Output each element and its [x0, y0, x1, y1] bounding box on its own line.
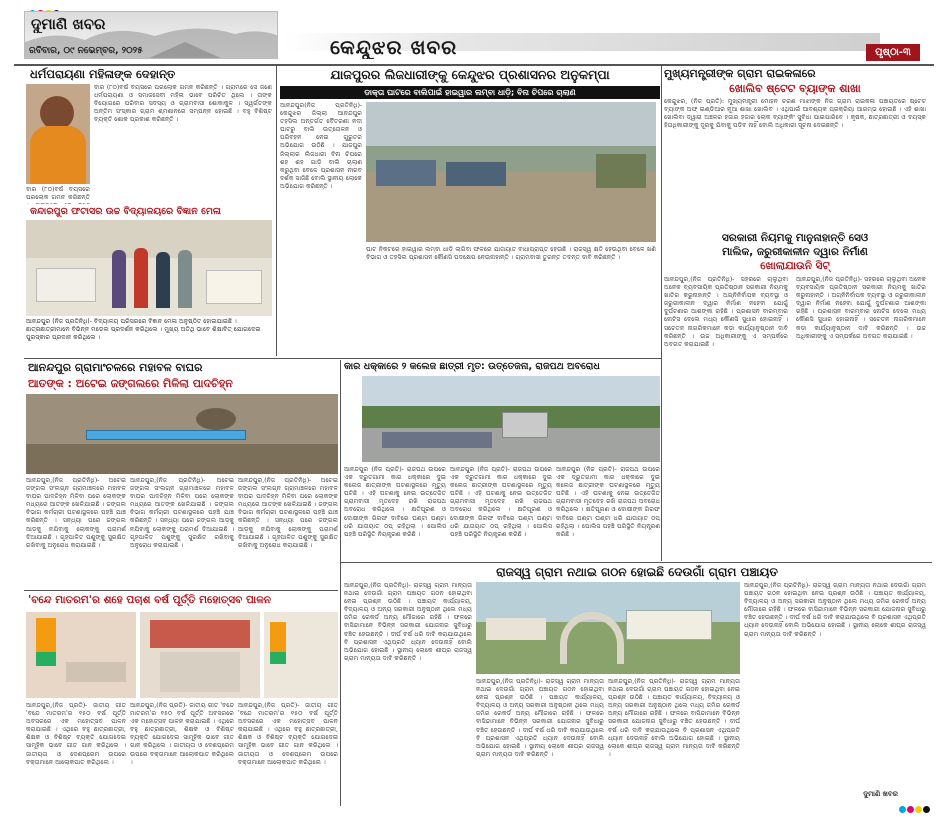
govt-jobs-headline-2: ମାଲିକ, ଜରୁରୀକାଳୀନ ଦ୍ୱାର ନିର୍ମାଣ: [722, 246, 868, 258]
tiger-body-col3: ଆନନ୍ଦପୁର,(ନିଜ ପ୍ରତିନିଧି)- ଅଟେଇ ଜଙ୍ଗଲ ସଂଲଗ୍ନ ଗ୍ରାମାଞ୍ଚଳରେ ମହାବଳ ବାଘର ପାଦଚିହ୍ନ ମିଳିବା ପରେ ଲୋକଙ୍କ ମଧ୍ୟରେ ଆତଙ୍କ ଖେଳିଯାଇଛି । ଜଙ୍ଗଲ ବିଭାଗ କର୍ମଚାରୀ ଘଟଣାସ୍ଥଳରେ ପହଞ୍ଚି ଯାଞ୍ଚ କରିଛନ୍ତି । ସନ୍ଧ୍ୟା ପରେ ଜଙ୍ଗଲ ଆଡ଼କୁ ନଯିବାକୁ ଲୋକଙ୍କୁ ପରାମର୍ଶ ଦିଆଯାଇଛି । ଗୃହପାଳିତ ପଶୁଙ୍କୁ ସୁରକ୍ଷିତ ରଖିବାକୁ ଅନୁରୋଧ କରାଯାଇଛି ।: [238, 477, 338, 549]
science-fair-caption: ଆନନ୍ଦପୁର (ନିଜ ପ୍ରତିନିଧି)- ବିଦ୍ୟାଳୟ ପରିସରରେ ବିଜ୍ଞାନ ମେଳା ଅନୁଷ୍ଠିତ ହୋଇଯାଇଛି । ଛାତ୍ରଛାତ୍ରୀମାନେ ବିଭିନ୍ନ ମଡେଲ ପ୍ରଦର୍ଶନ କରିଥିଲେ । ମୁଖ୍ୟ ଅତିଥି ଭାବେ ଶିକ୍ଷାବିତ୍ ଯୋଗଦେଇ ପୁରସ୍କାର ପ୍ରଦାନ କରିଥିଲେ ।: [26, 318, 261, 341]
accident-headline: କାର ଧକ୍କାରେ ୨ କଲେଜ ଛାତ୍ରୀ ମୃତ: ଉତ୍ତେଜନା, ରାଜପଥ ଅବରୋଧ: [344, 361, 600, 372]
footer-label: ଦୁମାଣି ଖବର: [863, 790, 898, 798]
cm-bank-headline-1: ମୁଖ୍ୟମନ୍ତ୍ରୀଙ୍କ ଗ୍ରାମ ରାଇକଳାରେ: [664, 67, 816, 80]
tiger-body-col1: ଆନନ୍ଦପୁର,(ନିଜ ପ୍ରତିନିଧି)- ଅଟେଇ ଜଙ୍ଗଲ ସଂଲଗ୍ନ ଗ୍ରାମାଞ୍ଚଳରେ ମହାବଳ ବାଘର ପାଦଚିହ୍ନ ମିଳିବା ପରେ ଲୋକଙ୍କ ମଧ୍ୟରେ ଆତଙ୍କ ଖେଳିଯାଇଛି । ଜଙ୍ଗଲ ବିଭାଗ କର୍ମଚାରୀ ଘଟଣାସ୍ଥଳରେ ପହଞ୍ଚି ଯାଞ୍ଚ କରିଛନ୍ତି । ସନ୍ଧ୍ୟା ପରେ ଜଙ୍ଗଲ ଆଡ଼କୁ ନଯିବାକୁ ଲୋକଙ୍କୁ ପରାମର୍ଶ ଦିଆଯାଇଛି । ଗୃହପାଳିତ ପଶୁଙ୍କୁ ସୁରକ୍ଷିତ ରଖିବାକୁ ଅନୁରୋଧ କରାଯାଇଛି ।: [26, 477, 126, 549]
date-line: ରବିବାର, ୦୯ ନଭେମ୍ବର, ୨୦୨୫: [29, 46, 143, 56]
accident-body-col2: ଆନନ୍ଦପୁର (ନିଜ ପ୍ରତି)- ରାଜପଥ ଉପରେ ଏକ ଦ୍ରୁତଗାମୀ କାର ଧକ୍କାରେ ଦୁଇ କଲେଜ ଛାତ୍ରୀଙ୍କ ଘଟଣାସ୍ଥଳରେ ମୃତ୍ୟୁ ଘଟିଛି । ଏହି ଘଟଣାକୁ ନେଇ ଉତ୍ତେଜିତ ଗ୍ରାମବାସୀ ମୃତଦେହ ରଖି ରାଜପଥ ଅବରୋଧ କରିଥିଲେ । କ୍ଷତିପୂରଣ ଓ ଦୋଷୀଙ୍କ ଗିରଫ ଦାବିରେ ଘଣ୍ଟା ଘଣ୍ଟା ଧରି ଯାତାୟାତ ଠପ୍ ରହିଥିଲା । ପୋଲିସ ପହଞ୍ଚି ପରିସ୍ଥିତି ନିୟନ୍ତ୍ରଣ କରିଛି ।: [450, 466, 552, 538]
panchayat-body-col4: ଆନନ୍ଦପୁର,(ନିଜ ପ୍ରତିନିଧି)- ରାଜସ୍ୱ ଗ୍ରାମ ମାନ୍ୟତା ନଥାଇ ଦେଉଗାଁ ଗ୍ରାମ ପଞ୍ଚାୟତ ଗଠନ ହୋଇଥିବା ନେଇ ପ୍ରଶ୍ନ ଉଠିଛି । ପଞ୍ଚାୟତ କାର୍ଯ୍ୟାଳୟ, ବିଦ୍ୟାଳୟ ଓ ଅନ୍ୟ ସରକାରୀ ଅନୁଷ୍ଠାନ ଥିଲେ ମଧ୍ୟ ଜମିର ରେକର୍ଡ ଅନ୍ୟ ମୌଜାରେ ରହିଛି । ଫଳରେ ବାସିନ୍ଦାମାନେ ବିଭିନ୍ନ ସରକାରୀ ଯୋଜନାର ସୁବିଧାରୁ ବଞ୍ଚିତ ହେଉଛନ୍ତି । ଦୀର୍ଘ ବର୍ଷ ଧରି ଦାବି କରାଯାଉଥିଲେ ବି ପ୍ରଶାସନ ଏଥିପ୍ରତି ଧ୍ୟାନ ଦେଉନାହିଁ ବୋଲି ଅଭିଯୋଗ ହୋଇଛି । ସ୍ଥାନୀୟ ଲୋକେ ଶୀଘ୍ର ରାଜସ୍ୱ ଗ୍ରାମ ମାନ୍ୟତା ଦାବି କରିଛନ୍ତି ।: [744, 582, 926, 638]
woman-death-headline: ଧର୍ମପରାୟଣା ମହିଳାଙ୍କ ଦେହାନ୍ତ: [30, 67, 176, 81]
column-divider-right: [661, 66, 662, 561]
vande-event-photo-3: [264, 612, 338, 698]
panchayat-divider: [340, 562, 932, 563]
panchayat-headline: ରାଜସ୍ୱ ଗ୍ରାମ ନଥାଇ ଗଠନ ହୋଇଛି ଦେଉଗାଁ ଗ୍ରାମ ପଞ୍ଚାୟତ: [496, 565, 778, 579]
tiger-headline-2: ଆତଙ୍କ : ଅଟେଇ ଜଙ୍ଗଲରେ ମିଳିଲା ପାଦଚିହ୍ନ: [28, 377, 233, 390]
pugmark-photo: [26, 394, 338, 474]
govt-jobs-headline-1: ସରକାରୀ ନିୟମକୁ ମାନୁନାହାନ୍ତି ସେଓ: [721, 232, 869, 244]
sand-ghat-photo: [366, 102, 656, 242]
vande-body-col2: ଆନନ୍ଦପୁର,(ନିଜ ପ୍ରତି)- ଜାତୀୟ ଗୀତ 'ବନ୍ଦେ ମାତରମ'ର ୧୫୦ ବର୍ଷ ପୂର୍ତ୍ତି ଅବସରରେ ଏକ ମହୋତ୍ସବ ପାଳନ କରାଯାଇଛି । ଏଥିରେ ବହୁ ଛାତ୍ରଛାତ୍ରୀ, ଶିକ୍ଷକ ଓ ବିଶିଷ୍ଟ ବ୍ୟକ୍ତି ଯୋଗଦେଇ ସାମୂହିକ ଭାବେ ଗୀତ ଗାନ କରିଥିଲେ । ଜାତୀୟତା ଓ ଦେଶପ୍ରେମ ଉପରେ ବକ୍ତାମାନେ ଆଲୋକପାତ କରିଥିଲେ ।: [130, 702, 234, 766]
govt-jobs-body-col2: ଆନନ୍ଦପୁର,(ନିଜ ପ୍ରତିନିଧି)- ସହରରେ ଚାଲୁଥିବା ଅନେକ ବ୍ୟବସାୟିକ ପ୍ରତିଷ୍ଠାନ ସରକାରୀ ନିୟମକୁ ଖାତିର କରୁନାହାନ୍ତି । ଅଗ୍ନିନିର୍ବାପକ ବ୍ୟବସ୍ଥା ଓ ଜରୁରୀକାଳୀନ ଦ୍ୱାର ନିର୍ମାଣ ନହେବା ଯୋଗୁଁ ଦୁର୍ଘଟଣାର ଆଶଙ୍କା ରହିଛି । ପ୍ରଶାସନ ବାରମ୍ବାର ନୋଟିସ ଦେଲେ ମଧ୍ୟ କୌଣସି ସୁଧାର ହୋଇନାହିଁ । ସଚେତନ ନାଗରିକମାନେ କଡ଼ା କାର୍ଯ୍ୟାନୁଷ୍ଠାନ ଦାବି କରିଛନ୍ତି । ଉଚ୍ଚ ଅଧିକାରୀଙ୍କୁ ଏ ସମ୍ପର୍କରେ ଅବଗତ କରାଯାଇଛି ।: [796, 276, 926, 340]
vande-body-col1: ଆନନ୍ଦପୁର,(ନିଜ ପ୍ରତି)- ଜାତୀୟ ଗୀତ 'ବନ୍ଦେ ମାତରମ'ର ୧୫୦ ବର୍ଷ ପୂର୍ତ୍ତି ଅବସରରେ ଏକ ମହୋତ୍ସବ ପାଳନ କରାଯାଇଛି । ଏଥିରେ ବହୁ ଛାତ୍ରଛାତ୍ରୀ, ଶିକ୍ଷକ ଓ ବିଶିଷ୍ଟ ବ୍ୟକ୍ତି ଯୋଗଦେଇ ସାମୂହିକ ଭାବେ ଗୀତ ଗାନ କରିଥିଲେ । ଜାତୀୟତା ଓ ଦେଶପ୍ରେମ ଉପରେ ବକ୍ତାମାନେ ଆଲୋକପାତ କରିଥିଲେ ।: [26, 702, 126, 766]
black-dot-icon: [923, 806, 930, 813]
cm-bank-body: କେନ୍ଦୁଝର, (ନିଜ ପ୍ରତି): ମୁଖ୍ୟମନ୍ତ୍ରୀ ମୋହନ ଚରଣ ମାଝୀଙ୍କ ନିଜ ଗ୍ରାମ ରାଇକଳା ପଞ୍ଚାୟତରେ ଷ୍ଟେଟ ବ୍ୟାଙ୍କ ଅଫ୍ ଇଣ୍ଡିଆର ନୂଆ ଶାଖା ଖୋଲିବ । ଏଥିପାଇଁ ଆବଶ୍ୟକ ପ୍ରକ୍ରିୟା ଆରମ୍ଭ ହୋଇଛି । ଏହି ଶାଖା ଖୋଲିବା ଦ୍ୱାରା ଅଞ୍ଚଳର ହଜାର ହଜାର ଲୋକ ବ୍ୟାଙ୍କିଂ ସୁବିଧା ପାଇପାରିବେ । କୃଷକ, ଛାତ୍ରଛାତ୍ରୀ ଓ ବୟସ୍କ ହିତାଧିକାରୀଙ୍କୁ ଦୂରକୁ ଯିବାକୁ ପଡ଼ିବ ନାହିଁ ବୋଲି ଅଧିକାରୀ ସୂଚନା ଦେଇଛନ୍ତି ।: [664, 98, 926, 130]
panchayat-body-col1: ଆନନ୍ଦପୁର,(ନିଜ ପ୍ରତିନିଧି)- ରାଜସ୍ୱ ଗ୍ରାମ ମାନ୍ୟତା ନଥାଇ ଦେଉଗାଁ ଗ୍ରାମ ପଞ୍ଚାୟତ ଗଠନ ହୋଇଥିବା ନେଇ ପ୍ରଶ୍ନ ଉଠିଛି । ପଞ୍ଚାୟତ କାର୍ଯ୍ୟାଳୟ, ବିଦ୍ୟାଳୟ ଓ ଅନ୍ୟ ସରକାରୀ ଅନୁଷ୍ଠାନ ଥିଲେ ମଧ୍ୟ ଜମିର ରେକର୍ଡ ଅନ୍ୟ ମୌଜାରେ ରହିଛି । ଫଳରେ ବାସିନ୍ଦାମାନେ ବିଭିନ୍ନ ସରକାରୀ ଯୋଜନାର ସୁବିଧାରୁ ବଞ୍ଚିତ ହେଉଛନ୍ତି । ଦୀର୍ଘ ବର୍ଷ ଧରି ଦାବି କରାଯାଉଥିଲେ ବି ପ୍ରଶାସନ ଏଥିପ୍ରତି ଧ୍ୟାନ ଦେଉନାହିଁ ବୋଲି ଅଭିଯୋଗ ହୋଇଛି । ସ୍ଥାନୀୟ ଲୋକେ ଶୀଘ୍ର ରାଜସ୍ୱ ଗ୍ରାମ ମାନ୍ୟତା ଦାବି କରିଛନ୍ତି ।: [344, 582, 472, 662]
tiger-headline-1: ଆନନ୍ଦପୁର ଗ୍ରାମାଂଚଳରେ ମହାବଳ ବାଘର: [28, 361, 203, 374]
panchayat-body-col2: ଆନନ୍ଦପୁର,(ନିଜ ପ୍ରତିନିଧି)- ରାଜସ୍ୱ ଗ୍ରାମ ମାନ୍ୟତା ନଥାଇ ଦେଉଗାଁ ଗ୍ରାମ ପଞ୍ଚାୟତ ଗଠନ ହୋଇଥିବା ନେଇ ପ୍ରଶ୍ନ ଉଠିଛି । ପଞ୍ଚାୟତ କାର୍ଯ୍ୟାଳୟ, ବିଦ୍ୟାଳୟ ଓ ଅନ୍ୟ ସରକାରୀ ଅନୁଷ୍ଠାନ ଥିଲେ ମଧ୍ୟ ଜମିର ରେକର୍ଡ ଅନ୍ୟ ମୌଜାରେ ରହିଛି । ଫଳରେ ବାସିନ୍ଦାମାନେ ବିଭିନ୍ନ ସରକାରୀ ଯୋଜନାର ସୁବିଧାରୁ ବଞ୍ଚିତ ହେଉଛନ୍ତି । ଦୀର୍ଘ ବର୍ଷ ଧରି ଦାବି କରାଯାଉଥିଲେ ବି ପ୍ରଶାସନ ଏଥିପ୍ରତି ଧ୍ୟାନ ଦେଉନାହିଁ ବୋଲି ଅଭିଯୋଗ ହୋଇଛି । ସ୍ଥାନୀୟ ଲୋକେ ଶୀଘ୍ର ରାଜସ୍ୱ ଗ୍ରାମ ମାନ୍ୟତା ଦାବି କରିଛନ୍ତି ।: [476, 678, 604, 758]
govt-jobs-body-col1: ଆନନ୍ଦପୁର,(ନିଜ ପ୍ରତିନିଧି)- ସହରରେ ଚାଲୁଥିବା ଅନେକ ବ୍ୟବସାୟିକ ପ୍ରତିଷ୍ଠାନ ସରକାରୀ ନିୟମକୁ ଖାତିର କରୁନାହାନ୍ତି । ଅଗ୍ନିନିର୍ବାପକ ବ୍ୟବସ୍ଥା ଓ ଜରୁରୀକାଳୀନ ଦ୍ୱାର ନିର୍ମାଣ ନହେବା ଯୋଗୁଁ ଦୁର୍ଘଟଣାର ଆଶଙ୍କା ରହିଛି । ପ୍ରଶାସନ ବାରମ୍ବାର ନୋଟିସ ଦେଲେ ମଧ୍ୟ କୌଣସି ସୁଧାର ହୋଇନାହିଁ । ସଚେତନ ନାଗରିକମାନେ କଡ଼ା କାର୍ଯ୍ୟାନୁଷ୍ଠାନ ଦାବି କରିଛନ୍ତି । ଉଚ୍ଚ ଅଧିକାରୀଙ୍କୁ ଏ ସମ୍ପର୍କରେ ଅବଗତ କରାଯାଇଛି ।: [664, 276, 788, 348]
tiger-divider: [24, 358, 662, 359]
panchayat-body-col3: ଆନନ୍ଦପୁର,(ନିଜ ପ୍ରତିନିଧି)- ରାଜସ୍ୱ ଗ୍ରାମ ମାନ୍ୟତା ନଥାଇ ଦେଉଗାଁ ଗ୍ରାମ ପଞ୍ଚାୟତ ଗଠନ ହୋଇଥିବା ନେଇ ପ୍ରଶ୍ନ ଉଠିଛି । ପଞ୍ଚାୟତ କାର୍ଯ୍ୟାଳୟ, ବିଦ୍ୟାଳୟ ଓ ଅନ୍ୟ ସରକାରୀ ଅନୁଷ୍ଠାନ ଥିଲେ ମଧ୍ୟ ଜମିର ରେକର୍ଡ ଅନ୍ୟ ମୌଜାରେ ରହିଛି । ଫଳରେ ବାସିନ୍ଦାମାନେ ବିଭିନ୍ନ ସରକାରୀ ଯୋଜନାର ସୁବିଧାରୁ ବଞ୍ଚିତ ହେଉଛନ୍ତି । ଦୀର୍ଘ ବର୍ଷ ଧରି ଦାବି କରାଯାଉଥିଲେ ବି ପ୍ରଶାସନ ଏଥିପ୍ରତି ଧ୍ୟାନ ଦେଉନାହିଁ ବୋଲି ଅଭିଯୋଗ ହୋଇଛି । ସ୍ଥାନୀୟ ଲୋକେ ଶୀଘ୍ର ରାଜସ୍ୱ ଗ୍ରାମ ମାନ୍ୟତା ଦାବି କରିଛନ୍ତି ।: [608, 678, 740, 758]
magenta-dot-icon: [907, 806, 914, 813]
cm-bank-headline-2: ଖୋଲିବ ଷ୍ଟେଟ ବ୍ୟାଙ୍କ ଶାଖା: [729, 82, 861, 95]
tiger-body-col2: ଆନନ୍ଦପୁର,(ନିଜ ପ୍ରତିନିଧି)- ଅଟେଇ ଜଙ୍ଗଲ ସଂଲଗ୍ନ ଗ୍ରାମାଞ୍ଚଳରେ ମହାବଳ ବାଘର ପାଦଚିହ୍ନ ମିଳିବା ପରେ ଲୋକଙ୍କ ମଧ୍ୟରେ ଆତଙ୍କ ଖେଳିଯାଇଛି । ଜଙ୍ଗଲ ବିଭାଗ କର୍ମଚାରୀ ଘଟଣାସ୍ଥଳରେ ପହଞ୍ଚି ଯାଞ୍ଚ କରିଛନ୍ତି । ସନ୍ଧ୍ୟା ପରେ ଜଙ୍ଗଲ ଆଡ଼କୁ ନଯିବାକୁ ଲୋକଙ୍କୁ ପରାମର୍ଶ ଦିଆଯାଇଛି । ଗୃହପାଳିତ ପଶୁଙ୍କୁ ସୁରକ୍ଷିତ ରଖିବାକୁ ଅନୁରୋଧ କରାଯାଇଛି ।: [130, 477, 234, 549]
color-registration-dots-bottom: [898, 798, 930, 817]
cyan-dot-icon: [899, 806, 906, 813]
vande-body-col3: ଆନନ୍ଦପୁର,(ନିଜ ପ୍ରତି)- ଜାତୀୟ ଗୀତ 'ବନ୍ଦେ ମାତରମ'ର ୧୫୦ ବର୍ଷ ପୂର୍ତ୍ତି ଅବସରରେ ଏକ ମହୋତ୍ସବ ପାଳନ କରାଯାଇଛି । ଏଥିରେ ବହୁ ଛାତ୍ରଛାତ୍ରୀ, ଶିକ୍ଷକ ଓ ବିଶିଷ୍ଟ ବ୍ୟକ୍ତି ଯୋଗଦେଇ ସାମୂହିକ ଭାବେ ଗୀତ ଗାନ କରିଥିଲେ । ଜାତୀୟତା ଓ ଦେଶପ୍ରେମ ଉପରେ ବକ୍ତାମାନେ ଆଲୋକପାତ କରିଥିଲେ ।: [238, 702, 338, 766]
column-divider-left: [276, 66, 277, 356]
accident-body-col3: ଆନନ୍ଦପୁର (ନିଜ ପ୍ରତି)- ରାଜପଥ ଉପରେ ଏକ ଦ୍ରୁତଗାମୀ କାର ଧକ୍କାରେ ଦୁଇ କଲେଜ ଛାତ୍ରୀଙ୍କ ଘଟଣାସ୍ଥଳରେ ମୃତ୍ୟୁ ଘଟିଛି । ଏହି ଘଟଣାକୁ ନେଇ ଉତ୍ତେଜିତ ଗ୍ରାମବାସୀ ମୃତଦେହ ରଖି ରାଜପଥ ଅବରୋଧ କରିଥିଲେ । କ୍ଷତିପୂରଣ ଓ ଦୋଷୀଙ୍କ ଗିରଫ ଦାବିରେ ଘଣ୍ଟା ଘଣ୍ଟା ଧରି ଯାତାୟାତ ଠପ୍ ରହିଥିଲା । ପୋଲିସ ପହଞ୍ଚି ପରିସ୍ଥିତି ନିୟନ୍ତ୍ରଣ କରିଛି ।: [556, 466, 660, 538]
yellow-dot-icon: [915, 806, 922, 813]
accident-protest-photo: [362, 376, 660, 462]
masthead-logo-box: [24, 11, 278, 59]
accident-body-col1: ଆନନ୍ଦପୁର (ନିଜ ପ୍ରତି)- ରାଜପଥ ଉପରେ ଏକ ଦ୍ରୁତଗାମୀ କାର ଧକ୍କାରେ ଦୁଇ କଲେଜ ଛାତ୍ରୀଙ୍କ ଘଟଣାସ୍ଥଳରେ ମୃତ୍ୟୁ ଘଟିଛି । ଏହି ଘଟଣାକୁ ନେଇ ଉତ୍ତେଜିତ ଗ୍ରାମବାସୀ ମୃତଦେହ ରଖି ରାଜପଥ ଅବରୋଧ କରିଥିଲେ । କ୍ଷତିପୂରଣ ଓ ଦୋଷୀଙ୍କ ଗିରଫ ଦାବିରେ ଘଣ୍ଟା ଘଣ୍ଟା ଧରି ଯାତାୟାତ ଠପ୍ ରହିଥିଲା । ପୋଲିସ ପହଞ୍ଚି ପରିସ୍ଥିତି ନିୟନ୍ତ୍ରଣ କରିଛି ।: [344, 466, 446, 538]
vande-divider: [24, 590, 338, 591]
vande-event-photo-2: [140, 612, 260, 698]
jajpur-body-right: ଘାଟ ନିକଟରେ ହାଇୱାର ଲମ୍ବା ଧାଡ଼ି ଲାଗିବା ଫଳରେ ଯାତାୟାତ ବାଧାପ୍ରାପ୍ତ ହେଉଛି । ରାଜସ୍ୱ କ୍ଷତି ହେଉଥିବା ବେଳେ ଖଣି ବିଭାଗ ଓ ତହସିଲ ପ୍ରଶାସନ କୌଣସି ପଦକ୍ଷେପ ନେଉନାହାନ୍ତି । ଗ୍ରାମବାସୀ ତୁରନ୍ତ ତଦନ୍ତ ଦାବି କରିଛନ୍ତି ।: [366, 246, 656, 262]
woman-death-body-cont: ବାର (୮୦)ବର୍ଷ ବୟସରେ ପରଲୋକ ଗମନ କରିଛନ୍ତି: [26, 186, 90, 202]
page-number-badge: ପୃଷ୍ଠା-୩: [866, 44, 920, 61]
vande-headline: 'ବନ୍ଦେ ମାତରମ'ର ଶହେ ପଚାଶ ବର୍ଷ ପୂର୍ତ୍ତି ମହୋତ୍ସବ ପାଳନ: [28, 594, 272, 606]
jajpur-subhead: ଡାକ୍ତା ଘାଟରେ ବାଲିପାଇଁ ହାଇୱାର ଲମ୍ବା ଧାଡ଼ି; ବିନା ଚିପରେ ଚାଲାଣ: [280, 86, 660, 99]
woman-death-body: ବାର (୮୦)ବର୍ଷ ବୟସରେ ପରଲୋକ ଗମନ କରିଛନ୍ତି । ଗ୍ରାମରେ ସେ ଜଣେ ଧର୍ମପରାୟଣା ଓ ସମାଜସେବୀ ମହିଳା ଭାବେ ପରିଚିତ ଥିଲେ । ତାଙ୍କ ବିୟୋଗରେ ପରିବାର ସଦସ୍ୟ ଓ ଗ୍ରାମବାସୀ ଶୋକାକୁଳ । ସ୍ୱର୍ଗତଙ୍କ ଅନ୍ତିମ ସଂସ୍କାର ଗ୍ରାମ ଶ୍ମଶାନରେ ସମ୍ପନ୍ନ ହୋଇଛି । ବହୁ ବିଶିଷ୍ଟ ବ୍ୟକ୍ତି ଶୋକ ପ୍ରକାଶ କରିଛନ୍ତି ।: [94, 84, 272, 124]
vande-event-photo-1: [26, 612, 136, 698]
woman-portrait-photo: [26, 84, 90, 184]
paper-name: ଦୁମାଣି ଖବର: [31, 15, 106, 33]
masthead-divider: [14, 64, 934, 66]
jajpur-body-left: ଆନନ୍ଦପୁର(ନିଜ ପ୍ରତିନିଧି)- କେନ୍ଦୁଝର ଜିଲ୍ଲା ଆନନ୍ଦପୁର ତହସିଲ ଅନ୍ତର୍ଗତ ବୈତରଣୀ ନଦୀ ଘାଟରୁ ବାଲି ଉତ୍ତୋଳନ ଓ ପରିବହନ ନେଇ ଗୁରୁତର ଅଭିଯୋଗ ଉଠିଛି । ଯାଜପୁର ଜିଲ୍ଲାର ଲିଜଧାରୀ ବିନା ଚିପରେ ଶହ ଶହ ଗାଡ଼ି ବାଲି ଚାଲାଣ କରୁଥିବା ବେଳେ ପ୍ରଶାସନ ନୀରବ ଦର୍ଶକ ସାଜିଛି ବୋଲି ସ୍ଥାନୀୟ ଲୋକେ ଅଭିଯୋଗ କରିଛନ୍ତି ।: [280, 102, 362, 190]
govt-jobs-headline-3: ଖୋଲାଯାଉନି ସିଟ୍: [760, 260, 830, 272]
science-fair-headline: କନ୍ଦାରପୁର ଫଟାସର ଉଚ୍ଚ ବିଦ୍ୟାଳୟରେ ବିଜ୍ଞାନ ମେଳା: [30, 206, 221, 217]
column-divider-mid: [340, 360, 341, 806]
panchayat-building-photo: [476, 582, 740, 674]
jajpur-headline: ଯାଜପୁରର ଲିଜଧାରୀଙ୍କୁ କେନ୍ଦୁଝର ପ୍ରଶାସନର ଅନୁକମ୍ପା: [330, 67, 610, 82]
section-title: କେନ୍ଦୁଝର ଖବର: [330, 35, 458, 59]
science-fair-photo: [26, 220, 272, 316]
